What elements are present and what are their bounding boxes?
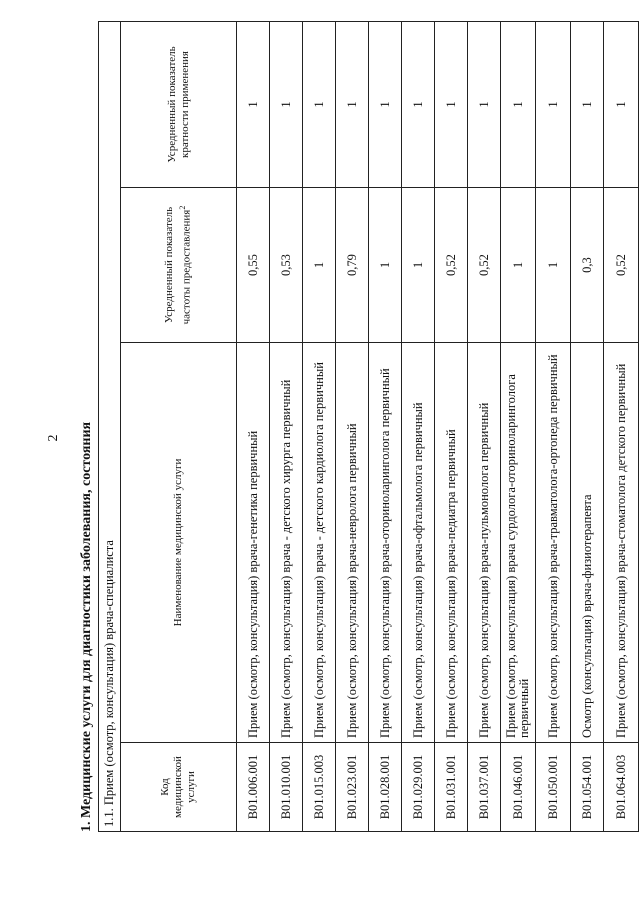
service-code: B01.031.001 (435, 743, 468, 832)
service-multiplicity: 1 (604, 21, 639, 187)
page-number: 2 (46, 434, 61, 442)
service-frequency: 0,52 (468, 188, 501, 343)
service-name: Прием (осмотр, консультация) врача сурдолога-оториноларинголога первичный (501, 343, 536, 743)
service-frequency: 0,55 (237, 188, 270, 343)
service-code: B01.064.003 (604, 743, 639, 832)
header-multiplicity: Усредненный показатель кратности применения (121, 21, 237, 187)
table-row (270, 21, 303, 831)
subsection-title: 1.1. Прием (осмотр, консультация) врача-специалиста (99, 21, 121, 831)
service-code: B01.054.001 (571, 743, 604, 832)
table-row (369, 21, 402, 831)
table-row (336, 21, 369, 831)
service-multiplicity: 1 (501, 21, 536, 187)
service-multiplicity: 1 (303, 21, 336, 187)
footnote-marker: 2 (178, 205, 188, 210)
service-name: Прием (осмотр, консультация) врача - детского хирурга первичный (270, 343, 303, 743)
table-row (571, 21, 604, 831)
header-name: Наименование медицинской услуги (121, 343, 237, 743)
service-frequency: 0,52 (604, 188, 639, 343)
service-frequency: 0,53 (270, 188, 303, 343)
table-row (501, 21, 536, 831)
service-name: Прием (осмотр, консультация) врача-педиатра первичный (435, 343, 468, 743)
service-multiplicity: 1 (468, 21, 501, 187)
service-frequency: 0,52 (435, 188, 468, 343)
service-multiplicity: 1 (237, 21, 270, 187)
service-multiplicity: 1 (336, 21, 369, 187)
service-name: Прием (осмотр, консультация) врача-травматолога-ортопеда первичный (536, 343, 571, 743)
service-frequency: 0,3 (571, 188, 604, 343)
service-multiplicity: 1 (571, 21, 604, 187)
table-row (237, 21, 270, 831)
service-frequency: 1 (402, 188, 435, 343)
services-table (98, 21, 639, 832)
service-multiplicity: 1 (402, 21, 435, 187)
service-name: Прием (осмотр, консультация) врача-оториноларинголога первичный (369, 343, 402, 743)
service-name: Осмотр (консультация) врача-физиотерапевта (571, 343, 604, 743)
service-frequency: 1 (369, 188, 402, 343)
service-name: Прием (осмотр, консультация) врача-стоматолога детского первичный (604, 343, 639, 743)
service-code: B01.046.001 (501, 743, 536, 832)
table-row (435, 21, 468, 831)
subsection-row (99, 21, 121, 831)
rotated-page-content (79, 22, 628, 832)
service-multiplicity: 1 (536, 21, 571, 187)
service-frequency: 1 (303, 188, 336, 343)
section-heading: 1. Медицинские услуги для диагностики заболевания, состояния (79, 421, 94, 832)
table-row (536, 21, 571, 831)
table-row (402, 21, 435, 831)
service-code: B01.006.001 (237, 743, 270, 832)
service-frequency: 0,79 (336, 188, 369, 343)
service-name: Прием (осмотр, консультация) врача-офтальмолога первичный (402, 343, 435, 743)
header-code: Код медицинской услуги (121, 743, 237, 832)
header-frequency (121, 188, 237, 343)
service-multiplicity: 1 (369, 21, 402, 187)
service-code: B01.023.001 (336, 743, 369, 832)
service-code: B01.029.001 (402, 743, 435, 832)
table-row (604, 21, 639, 831)
table-row (303, 21, 336, 831)
table-header-row (121, 21, 237, 831)
service-code: B01.015.003 (303, 743, 336, 832)
service-code: B01.037.001 (468, 743, 501, 832)
service-multiplicity: 1 (435, 21, 468, 187)
service-code: B01.050.001 (536, 743, 571, 832)
header-frequency-label: Усредненный показатель частоты предоставления (163, 206, 193, 325)
service-name: Прием (осмотр, консультация) врача - детского кардиолога первичный (303, 343, 336, 743)
service-code: B01.028.001 (369, 743, 402, 832)
service-multiplicity: 1 (270, 21, 303, 187)
service-name: Прием (осмотр, консультация) врача-пульмонолога первичный (468, 343, 501, 743)
service-name: Прием (осмотр, консультация) врача-генетика первичный (237, 343, 270, 743)
service-code: B01.010.001 (270, 743, 303, 832)
service-name: Прием (осмотр, консультация) врача-невролога первичный (336, 343, 369, 743)
table-row (468, 21, 501, 831)
service-frequency: 1 (536, 188, 571, 343)
service-frequency: 1 (501, 188, 536, 343)
